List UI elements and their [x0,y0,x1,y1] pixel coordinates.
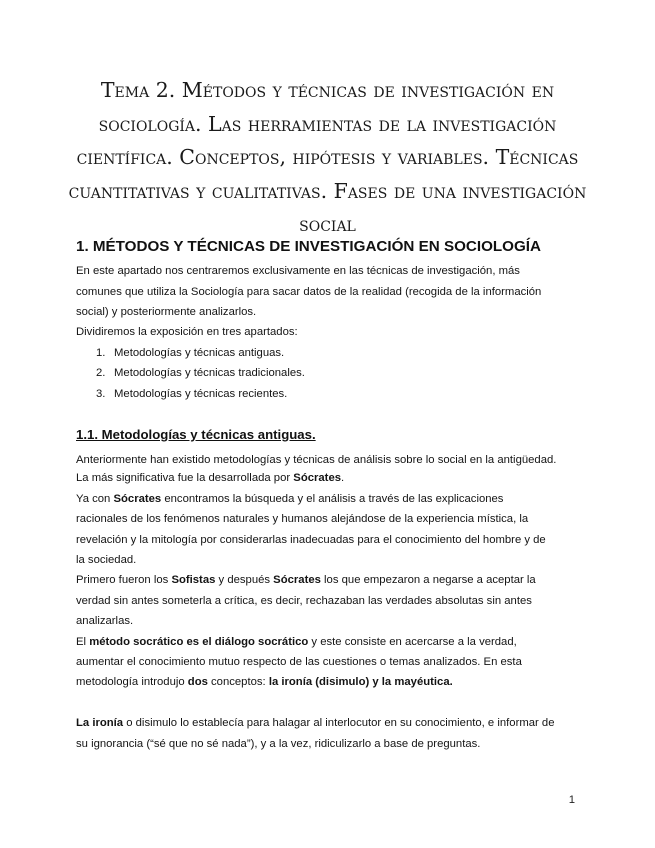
section-heading: 1. MÉTODOS Y TÉCNICAS DE INVESTIGACIÓN EN SOCIOLOGÍA [76,238,541,255]
paragraph-line: Anteriormente han existido metodologías y técnicas de análisis sobre lo social en la antigüedad. [76,454,557,466]
list-item-text: Metodologías y técnicas tradicionales. [114,367,305,379]
list-number: 1. [96,347,106,359]
text-run: Ya con [76,493,114,505]
paragraph-line: verdad sin antes someterla a crítica, es decir, rechazaban las verdades absolutas sin antes [76,595,532,607]
paragraph-line: revelación y la mitología por considerarlas inadecuadas para el conocimiento del hombre y de [76,534,546,546]
paragraph-line: social) y posteriormente analizarlos. [76,306,257,318]
paragraph-line: Dividiremos la exposición en tres apartados: [76,326,298,338]
paragraph-line [76,489,503,510]
bold-term: Sofistas [171,574,216,586]
list-item [96,363,305,384]
list-item [96,384,287,405]
paragraph-line [76,713,555,734]
subsection-heading: 1.1. Metodologías y técnicas antiguas. [76,427,316,442]
text-run: y este consiste en acercarse a la verdad, [308,636,517,648]
text-run: y después [215,574,274,586]
list-number: 3. [96,388,106,400]
bold-term: Sócrates [273,574,321,586]
text-run: El [76,636,90,648]
bold-term: la ironía (disimulo) y la mayéutica. [268,676,453,688]
text-run: encontramos la búsqueda y el análisis a través de las explicaciones [161,493,504,505]
bold-term: Sócrates [113,493,162,505]
document-title: Tema 2. Métodos y técnicas de investigación en sociología. Las herramientas de la investigación científica. Conceptos, hipótesis y variables. Técnicas cuantitativas y cualitativas. Fases de una investigación social [68,78,587,236]
paragraph-line [76,632,517,653]
paragraph-line [76,570,536,591]
paragraph-line: comunes que utiliza la Sociología para sacar datos de la realidad (recogida de la información [76,286,542,298]
paragraph-line [76,672,453,693]
list-item [96,343,284,364]
list-item-text: Metodologías y técnicas antiguas. [114,347,285,359]
text-run: La más significativa fue la desarrollada por [76,472,294,484]
text-run: los que empezaron a negarse a aceptar la [320,574,536,586]
paragraph-line: su ignorancia (“sé que no sé nada”), y a la vez, ridiculizarlo a base de preguntas. [76,738,481,750]
list-item-text: Metodologías y técnicas recientes. [114,388,288,400]
paragraph-line [76,468,344,489]
text-run: o disimulo lo establecía para halagar al interlocutor en su conocimiento, e informar de [123,717,555,729]
text-run: metodología introdujo [76,676,188,688]
paragraph-line: racionales de los fenómenos naturales y humanos alejándose de la experiencia mística, la [76,513,529,525]
bold-term: Sócrates [293,472,342,484]
list-number: 2. [96,367,106,379]
bold-term: dos [187,676,208,688]
page-number: 1 [568,794,575,806]
paragraph-line: analizarlas. [76,615,134,627]
bold-term: método socrático es el diálogo socrático [89,636,309,648]
text-run: . [341,472,345,484]
paragraph-line: la sociedad. [76,554,137,566]
paragraph-line: En este apartado nos centraremos exclusivamente en las técnicas de investigación, más [76,265,520,277]
text-run: conceptos: [207,676,269,688]
bold-term: La ironía [76,717,124,729]
paragraph-line: aumentar el conocimiento mutuo respecto de las cuestiones o temas analizados. En esta [76,656,522,668]
text-run: Primero fueron los [76,574,172,586]
